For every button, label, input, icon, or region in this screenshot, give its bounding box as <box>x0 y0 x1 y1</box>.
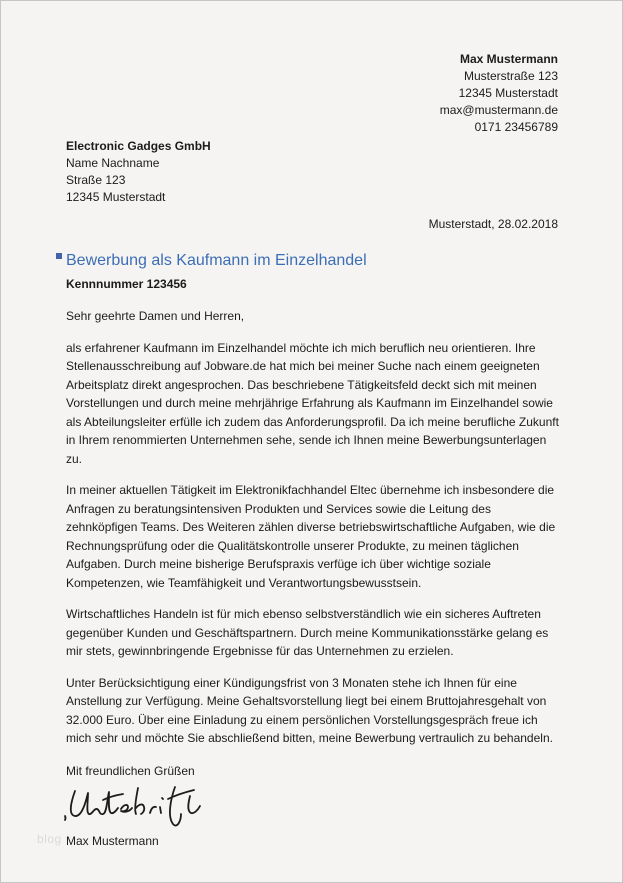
subject-title <box>66 251 367 271</box>
watermark-text: blog <box>37 832 62 846</box>
sender-phone: 0171 23456789 <box>474 120 558 134</box>
body-paragraph: als erfahrener Kaufmann im Einzelhandel möchte ich mich beruflich neu orientieren. Ihre Stellenausschreibung auf Jobware.de hat mich bei meiner Suche nach einem geeigneten Arbeitsplatz direkt angesprochen. Das beschriebene Tätigkeitsfeld deckt sich mit meinen Vorstellungen und durch meine mehrjährige Erfahrung als Kaufmann im Einzelhandel sowie als Abteilungsleiter erfülle ich zudem das Anforderungsprofil. Da ich meine berufliche Zukunft in Ihrem renommierten Unternehmen sehe, sende ich Ihnen meine Bewerbungsunterlagen zu. <box>66 340 559 466</box>
recipient-street: Straße 123 <box>66 173 126 187</box>
subject-title-text: Bewerbung als Kaufmann im Einzelhandel <box>66 252 367 269</box>
sender-name: Max Mustermann <box>459 52 558 66</box>
closing-block <box>66 762 563 851</box>
recipient-contact: Name Nachname <box>66 156 160 170</box>
subject-bullet-square-icon <box>56 253 62 259</box>
recipient-company: Electronic Gadges GmbH <box>66 139 211 153</box>
sender-email: max@mustermann.de <box>439 103 558 117</box>
sender-street: Musterstraße 123 <box>463 69 558 83</box>
recipient-city: 12345 Musterstadt <box>66 190 166 204</box>
subject-block <box>66 251 367 291</box>
sender-address-block <box>440 51 558 136</box>
closing-regards: Mit freundlichen Grüßen <box>66 763 195 778</box>
handwritten-signature <box>62 784 212 830</box>
sender-city: 12345 Musterstadt <box>458 86 558 100</box>
signature-name: Max Mustermann <box>66 834 159 848</box>
body-paragraph: Unter Berücksichtigung einer Kündigungsfrist von 3 Monaten stehe ich Ihnen für eine Anstellung zur Verfügung. Meine Gehaltsvorstellung liegt bei einem Bruttojahresgehalt von 32.000 Euro. Über eine Einladung zu einem persönlichen Vorstellungsgespräch freue ich mich sehr und möchte Sie abschließend bitten, meine Bewerbung vertraulich zu behandeln. <box>66 675 553 745</box>
salutation: Sehr geehrte Damen und Herren, <box>66 309 245 323</box>
body-paragraph: In meiner aktuellen Tätigkeit im Elektronikfachhandel Eltec übernehme ich insbesondere die Anfragen zu beratungsintensiven Produkten und Services sowie die Leitung des zehnköpfigen Teams. Des Weiteren zählen diverse betriebswirtschaftliche Aufgaben, wie die Rechnungsprüfung oder die Qualitätskontrolle unserer Produkte, zu meinen täglichen Aufgaben. Durch meine bisherige Berufspraxis verfüge ich über wichtige soziale Kompetenzen, wie Teamfähigkeit und Verantwortungsbewusstsein. <box>66 483 556 590</box>
body-paragraph: Wirtschaftliches Handeln ist für mich ebenso selbstverständlich wie ein sicheres Auftreten gegenüber Kunden und Geschäftspartnern. Durch meine Kommunikationsstärke gelang es mir stets, gewinnbringende Ergebnisse für das Unternehmen zu erzielen. <box>66 607 549 658</box>
letter-body <box>66 307 563 851</box>
recipient-address-block <box>66 138 211 206</box>
date-line: Musterstadt, 28.02.2018 <box>428 217 558 231</box>
subject-reference: Kennnummer 123456 <box>66 277 187 291</box>
